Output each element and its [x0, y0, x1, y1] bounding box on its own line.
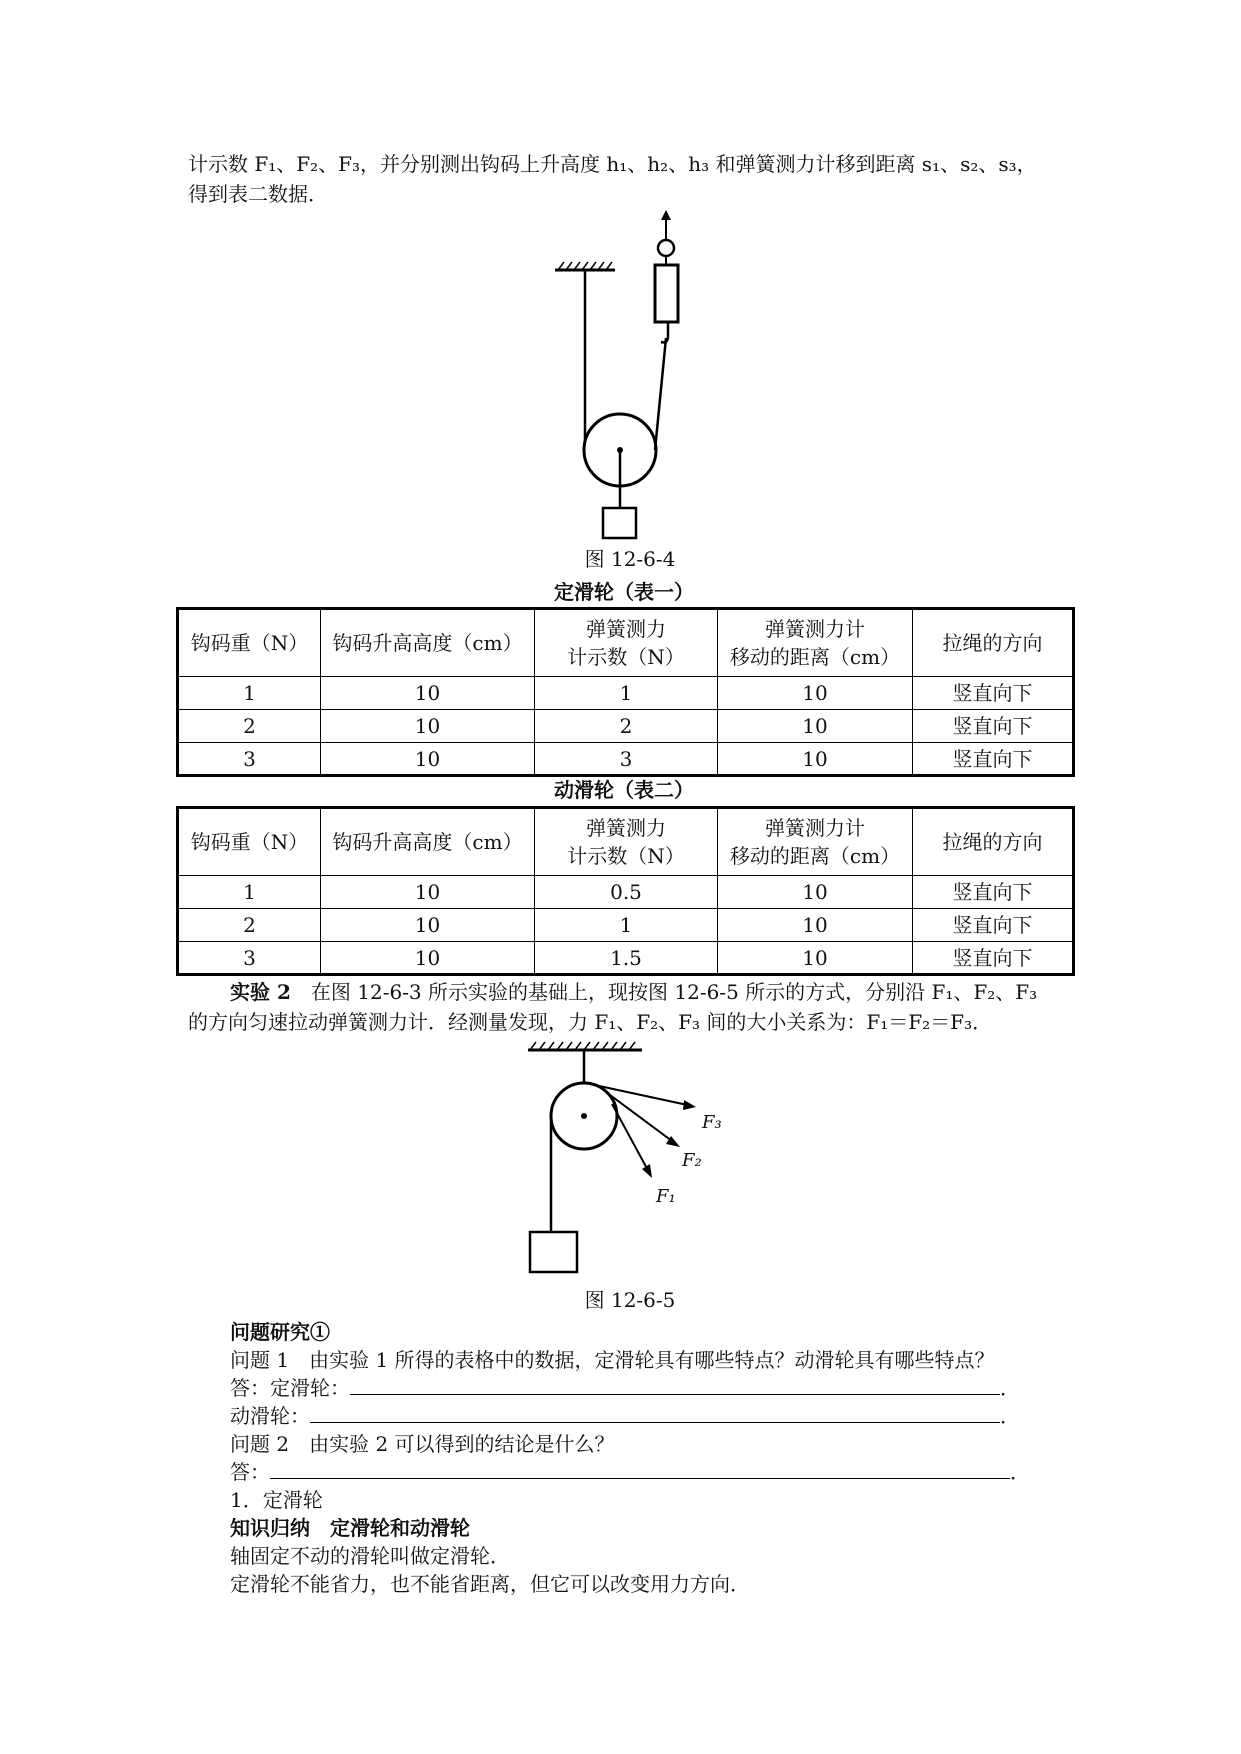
- table-cell: 竖直向下: [913, 876, 1074, 909]
- table-1-title: 定滑轮（表一）: [554, 580, 694, 604]
- experiment-2-label: 实验 2: [230, 980, 291, 1004]
- section-1-heading: 1．定滑轮: [230, 1488, 323, 1512]
- figure-caption-12-6-5: 图 12-6-5: [584, 1288, 676, 1312]
- summary-line-1: 轴固定不动的滑轮叫做定滑轮．: [230, 1544, 510, 1568]
- table-cell: 1: [535, 909, 718, 942]
- question-1: 问题 1 由实验 1 所得的表格中的数据，定滑轮具有哪些特点？动滑轮具有哪些特点？: [230, 1348, 995, 1372]
- header-cell: 钩码重（N）: [178, 609, 321, 677]
- table-cell: 10: [321, 743, 535, 776]
- force-label-f2: F₂: [682, 1150, 702, 1171]
- answer-1-fixed-blank[interactable]: [350, 1374, 1000, 1395]
- figure-caption-12-6-4: 图 12-6-4: [584, 547, 676, 571]
- experiment-2-line-1: [230, 978, 1037, 1006]
- table-cell: 0.5: [535, 876, 718, 909]
- table-row: [178, 677, 1074, 710]
- force-label-f1: F₁: [656, 1186, 676, 1207]
- table-cell: 10: [718, 743, 913, 776]
- answer-2-blank[interactable]: [270, 1458, 1010, 1479]
- table-cell: 10: [718, 710, 913, 743]
- table-cell: 3: [178, 942, 321, 975]
- header-cell: 钩码升高高度（cm）: [321, 609, 535, 677]
- table-fixed-pulley: [176, 607, 1075, 777]
- table-cell: 10: [718, 909, 913, 942]
- table-row: [178, 942, 1074, 975]
- table-header-row: [178, 808, 1074, 876]
- table-row: [178, 743, 1074, 776]
- table-cell: 竖直向下: [913, 677, 1074, 710]
- table-cell: 1: [535, 677, 718, 710]
- table-cell: 10: [718, 942, 913, 975]
- period: ．: [1000, 1404, 1020, 1428]
- answer-1-movable-blank[interactable]: [310, 1402, 1000, 1423]
- table-2-title: 动滑轮（表二）: [554, 778, 694, 802]
- force-label-f3: F₃: [702, 1112, 722, 1133]
- answer-1-movable-label: 动滑轮：: [230, 1404, 310, 1428]
- table-cell: 2: [535, 710, 718, 743]
- header-cell: 钩码升高高度（cm）: [321, 808, 535, 876]
- table-cell: 竖直向下: [913, 909, 1074, 942]
- header-cell: 拉绳的方向: [913, 609, 1074, 677]
- answer-1-fixed-label: 答：定滑轮：: [230, 1376, 350, 1400]
- table-cell: 10: [718, 677, 913, 710]
- table-cell: 1: [178, 876, 321, 909]
- table-cell: 2: [178, 909, 321, 942]
- summary-line-2: 定滑轮不能省力，也不能省距离，但它可以改变用力方向．: [230, 1572, 750, 1596]
- table-cell: 10: [321, 942, 535, 975]
- experiment-2-text: 在图 12-6-3 所示实验的基础上，现按图 12-6-5 所示的方式，分别沿 F₁、F₂、F₃: [310, 980, 1038, 1004]
- table-row: [178, 710, 1074, 743]
- table-cell: 10: [321, 677, 535, 710]
- table-row: [178, 909, 1074, 942]
- table-cell: 1: [178, 677, 321, 710]
- table-cell: 竖直向下: [913, 942, 1074, 975]
- table-cell: 10: [321, 909, 535, 942]
- answer-1-fixed-row: [230, 1374, 1020, 1402]
- header-cell: 弹簧测力计 移动的距离（cm）: [718, 609, 913, 677]
- table-cell: 2: [178, 710, 321, 743]
- table-header-row: [178, 609, 1074, 677]
- experiment-2-line-2: 的方向匀速拉动弹簧测力计．经测量发现，力 F₁、F₂、F₃ 间的大小关系为：F₁＝F₂＝F₃．: [188, 1010, 993, 1034]
- header-cell: 拉绳的方向: [913, 808, 1074, 876]
- answer-2-label: 答：: [230, 1460, 270, 1484]
- intro-line-2: 得到表二数据．: [188, 182, 328, 206]
- header-cell: 钩码重（N）: [178, 808, 321, 876]
- table-cell: 10: [321, 876, 535, 909]
- header-cell: 弹簧测力计 移动的距离（cm）: [718, 808, 913, 876]
- question-2: 问题 2 由实验 2 可以得到的结论是什么？: [230, 1432, 615, 1456]
- table-movable-pulley: [176, 806, 1075, 976]
- table-cell: 10: [718, 876, 913, 909]
- figure-12-6-4: [540, 210, 720, 540]
- header-cell: 弹簧测力 计示数（N）: [535, 609, 718, 677]
- answer-2-row: [230, 1458, 1030, 1486]
- period: ．: [1000, 1376, 1020, 1400]
- table-cell: 3: [535, 743, 718, 776]
- research-heading: 问题研究①: [230, 1320, 330, 1344]
- table-cell: 10: [321, 710, 535, 743]
- summary-heading: 知识归纳 定滑轮和动滑轮: [230, 1516, 470, 1540]
- header-cell: 弹簧测力 计示数（N）: [535, 808, 718, 876]
- table-row: [178, 876, 1074, 909]
- intro-line-1: 计示数 F₁、F₂、F₃，并分别测出钩码上升高度 h₁、h₂、h₃ 和弹簧测力计移到距离 s₁、s₂、s₃，: [188, 152, 1037, 176]
- figure-12-6-5: [520, 1040, 740, 1280]
- table-cell: 1.5: [535, 942, 718, 975]
- table-cell: 竖直向下: [913, 743, 1074, 776]
- table-cell: 3: [178, 743, 321, 776]
- answer-1-movable-row: [230, 1402, 1020, 1430]
- table-cell: 竖直向下: [913, 710, 1074, 743]
- period: ．: [1010, 1460, 1030, 1484]
